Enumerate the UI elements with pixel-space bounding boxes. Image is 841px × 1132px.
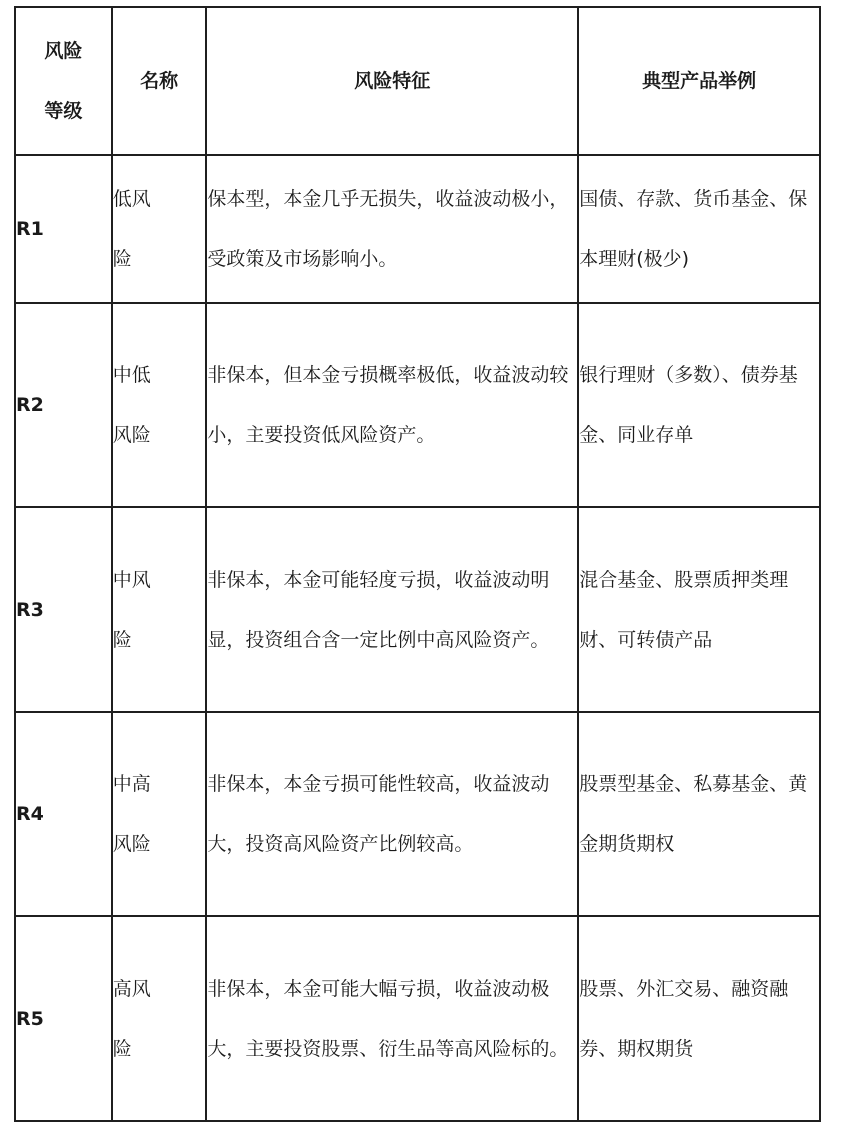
risk-name-cell: 中低风险	[112, 303, 207, 507]
risk-level-cell: R4	[15, 712, 112, 916]
table-row	[15, 507, 820, 712]
typical-products-cell: 国债、存款、货币基金、保本理财(极少)	[578, 155, 820, 303]
risk-level-cell: R1	[15, 155, 112, 303]
risk-feature-cell: 非保本，但本金亏损概率极低，收益波动较小，主要投资低风险资产。	[206, 303, 578, 507]
typical-products-cell: 混合基金、股票质押类理财、可转债产品	[578, 507, 820, 712]
header-typical-products: 典型产品举例	[578, 7, 820, 155]
typical-products-cell: 银行理财（多数）、债券基金、同业存单	[578, 303, 820, 507]
table-row	[15, 916, 820, 1121]
risk-level-cell: R5	[15, 916, 112, 1121]
typical-products-cell: 股票型基金、私募基金、黄金期货期权	[578, 712, 820, 916]
risk-level-table	[14, 6, 821, 1122]
risk-level-cell: R2	[15, 303, 112, 507]
risk-name-cell: 低风险	[112, 155, 207, 303]
header-risk-feature: 风险特征	[206, 7, 578, 155]
header-risk-level: 风险等级	[15, 7, 112, 155]
table-header-row	[15, 7, 820, 155]
table-row	[15, 155, 820, 303]
risk-level-cell: R3	[15, 507, 112, 712]
risk-name-cell: 高风险	[112, 916, 207, 1121]
risk-feature-cell: 非保本，本金可能大幅亏损，收益波动极大，主要投资股票、衍生品等高风险标的。	[206, 916, 578, 1121]
risk-feature-cell: 保本型，本金几乎无损失，收益波动极小，受政策及市场影响小。	[206, 155, 578, 303]
typical-products-cell: 股票、外汇交易、融资融券、期权期货	[578, 916, 820, 1121]
risk-feature-cell: 非保本，本金亏损可能性较高，收益波动大，投资高风险资产比例较高。	[206, 712, 578, 916]
risk-name-cell: 中高风险	[112, 712, 207, 916]
risk-name-cell: 中风险	[112, 507, 207, 712]
risk-feature-cell: 非保本，本金可能轻度亏损，收益波动明显，投资组合含一定比例中高风险资产。	[206, 507, 578, 712]
table-row	[15, 303, 820, 507]
header-name: 名称	[112, 7, 207, 155]
table-row	[15, 712, 820, 916]
